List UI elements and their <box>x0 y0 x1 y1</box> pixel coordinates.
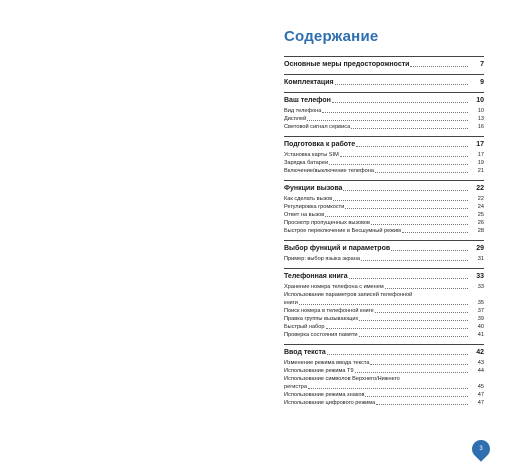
dot-leader <box>325 216 468 217</box>
toc-item-label: Световой сигнал сервиса <box>284 124 351 130</box>
toc-item-label: Использование символов Верхнего/Нижнего <box>284 376 400 382</box>
toc-item-page: 22 <box>477 196 484 202</box>
dot-leader <box>356 146 468 147</box>
toc-heading-label: Основные меры предосторожности <box>284 61 410 68</box>
toc-item-page: 19 <box>477 160 484 166</box>
toc-item-page: 21 <box>477 168 484 174</box>
toc-item-label: регистра <box>284 384 307 390</box>
dot-leader <box>370 364 468 365</box>
toc-item-row[interactable] <box>284 331 484 339</box>
dot-leader <box>343 190 468 191</box>
toc-heading-row[interactable] <box>284 60 484 69</box>
toc-item-row[interactable] <box>284 115 484 123</box>
toc-item-label: Использование режима знаков <box>284 392 365 398</box>
dot-leader <box>329 164 468 165</box>
toc-heading-page: 9 <box>480 79 484 86</box>
toc-item-label: Проверка состояния памяти <box>284 332 358 338</box>
dot-leader <box>385 288 468 289</box>
toc-item-row[interactable] <box>284 219 484 227</box>
page-number: 3 <box>479 446 483 452</box>
toc-heading-page: 17 <box>476 141 484 148</box>
toc-item-label: Изменение режима ввода текста <box>284 360 370 366</box>
toc-item-page: 33 <box>477 284 484 290</box>
toc-heading-row[interactable] <box>284 140 484 149</box>
dot-leader <box>375 172 468 173</box>
toc-heading-row[interactable] <box>284 96 484 105</box>
toc-item-label: Использование режима Т9 <box>284 368 354 374</box>
dot-leader <box>359 320 468 321</box>
toc-item-row[interactable] <box>284 383 484 391</box>
dot-leader <box>359 336 468 337</box>
toc-item-label: Дисплей <box>284 116 307 122</box>
toc-item-page: 16 <box>477 124 484 130</box>
toc-item-page: 17 <box>477 152 484 158</box>
toc-heading-row[interactable] <box>284 78 484 87</box>
toc-item-label: Использование параметров записей телефонной <box>284 292 413 298</box>
toc-item-label: Быстрое переключение в Бесшумный режим <box>284 228 401 234</box>
toc-item-page: 41 <box>477 332 484 338</box>
toc-item-page: 37 <box>477 308 484 314</box>
dot-leader <box>340 156 468 157</box>
dot-leader <box>361 260 468 261</box>
toc-item-label: Установка карты SIM <box>284 152 339 158</box>
toc-heading-row[interactable] <box>284 272 484 281</box>
dot-leader <box>327 354 468 355</box>
toc-item-row[interactable] <box>284 255 484 263</box>
toc-item-row[interactable] <box>284 323 484 331</box>
toc-item-page: 28 <box>477 228 484 234</box>
toc-item-label: Ответ на вызов <box>284 212 325 218</box>
toc-item-label: Регулировка громкости <box>284 204 345 210</box>
toc-item-row[interactable] <box>284 315 484 323</box>
toc-item-row[interactable] <box>284 391 484 399</box>
toc-section <box>284 74 484 87</box>
dot-leader <box>402 232 468 233</box>
toc-item-row[interactable] <box>284 291 484 299</box>
dot-leader <box>333 200 468 201</box>
toc-heading-page: 29 <box>476 245 484 252</box>
toc-item-page: 47 <box>477 400 484 406</box>
toc-heading-label: Подготовка к работе <box>284 141 356 148</box>
table-of-contents <box>284 28 484 412</box>
toc-item-label: Использование цифрового режима <box>284 400 376 406</box>
toc-item-row[interactable] <box>284 211 484 219</box>
page-title: Содержание <box>284 28 379 45</box>
toc-heading-page: 22 <box>476 185 484 192</box>
toc-section <box>284 136 484 175</box>
toc-section <box>284 92 484 131</box>
toc-item-page: 26 <box>477 220 484 226</box>
toc-item-row[interactable] <box>284 399 484 407</box>
toc-section <box>284 344 484 407</box>
toc-item-row[interactable] <box>284 123 484 131</box>
toc-heading-label: Выбор функций и параметров <box>284 245 391 252</box>
toc-item-page: 43 <box>477 360 484 366</box>
toc-heading-page: 42 <box>476 349 484 356</box>
toc-heading-label: Ваш телефон <box>284 97 331 104</box>
toc-item-label: книги <box>284 300 298 306</box>
toc-item-page: 31 <box>477 256 484 262</box>
toc-item-page: 25 <box>477 212 484 218</box>
toc-heading-row[interactable] <box>284 184 484 193</box>
toc-item-page: 39 <box>477 316 484 322</box>
toc-heading-row[interactable] <box>284 348 484 357</box>
toc-item-row[interactable] <box>284 307 484 315</box>
toc-item-label: Быстрый набор <box>284 324 325 330</box>
toc-heading-page: 7 <box>480 61 484 68</box>
toc-item-row[interactable] <box>284 227 484 235</box>
toc-section <box>284 240 484 263</box>
toc-item-page: 35 <box>477 300 484 306</box>
dot-leader <box>410 66 468 67</box>
toc-section <box>284 268 484 339</box>
dot-leader <box>299 304 468 305</box>
dot-leader <box>307 120 468 121</box>
toc-heading-label: Ввод текста <box>284 349 326 356</box>
toc-section <box>284 56 484 69</box>
toc-item-label: Поиск номера в телефонной книге <box>284 308 374 314</box>
toc-heading-row[interactable] <box>284 244 484 253</box>
toc-heading-label: Телефонная книга <box>284 273 348 280</box>
toc-item-row[interactable] <box>284 195 484 203</box>
dot-leader <box>308 388 468 389</box>
dot-leader <box>335 84 468 85</box>
toc-item-label: Правка группы вызывающих <box>284 316 359 322</box>
toc-item-label: Пример: выбор языка экрана <box>284 256 360 262</box>
toc-item-row[interactable] <box>284 283 484 291</box>
dot-leader <box>391 250 468 251</box>
dot-leader <box>345 208 468 209</box>
dot-leader <box>355 372 468 373</box>
dot-leader <box>376 404 468 405</box>
toc-item-page: 13 <box>477 116 484 122</box>
dot-leader <box>332 102 468 103</box>
toc-item-label: Зарядка батареи <box>284 160 329 166</box>
toc-item-row[interactable] <box>284 299 484 307</box>
dot-leader <box>322 112 468 113</box>
toc-item-page: 40 <box>477 324 484 330</box>
toc-item-label: Просмотр пропущенных вызовов <box>284 220 370 226</box>
toc-item-row[interactable] <box>284 367 484 375</box>
dot-leader <box>351 128 468 129</box>
toc-item-label: Включение/выключение телефона <box>284 168 374 174</box>
toc-sections <box>284 56 484 407</box>
dot-leader <box>375 312 468 313</box>
toc-item-label: Хранение номера телефона с именем <box>284 284 384 290</box>
toc-item-row[interactable] <box>284 107 484 115</box>
toc-item-row[interactable] <box>284 167 484 175</box>
toc-item-row[interactable] <box>284 159 484 167</box>
toc-item-label: Как сделать вызов <box>284 196 333 202</box>
toc-item-row[interactable] <box>284 203 484 211</box>
toc-item-page: 24 <box>477 204 484 210</box>
toc-item-page: 45 <box>477 384 484 390</box>
toc-item-row[interactable] <box>284 151 484 159</box>
toc-item-row[interactable] <box>284 375 484 383</box>
dot-leader <box>365 396 468 397</box>
toc-item-page: 10 <box>477 108 484 114</box>
toc-item-row[interactable] <box>284 359 484 367</box>
toc-heading-label: Комплектация <box>284 79 334 86</box>
dot-leader <box>349 278 468 279</box>
dot-leader <box>371 224 468 225</box>
toc-item-page: 47 <box>477 392 484 398</box>
toc-item-page: 44 <box>477 368 484 374</box>
toc-heading-page: 10 <box>476 97 484 104</box>
toc-heading-label: Функции вызова <box>284 185 343 192</box>
toc-heading-page: 33 <box>476 273 484 280</box>
toc-section <box>284 180 484 235</box>
toc-item-label: Вид телефона <box>284 108 322 114</box>
dot-leader <box>326 328 469 329</box>
page-number-badge <box>468 436 493 461</box>
